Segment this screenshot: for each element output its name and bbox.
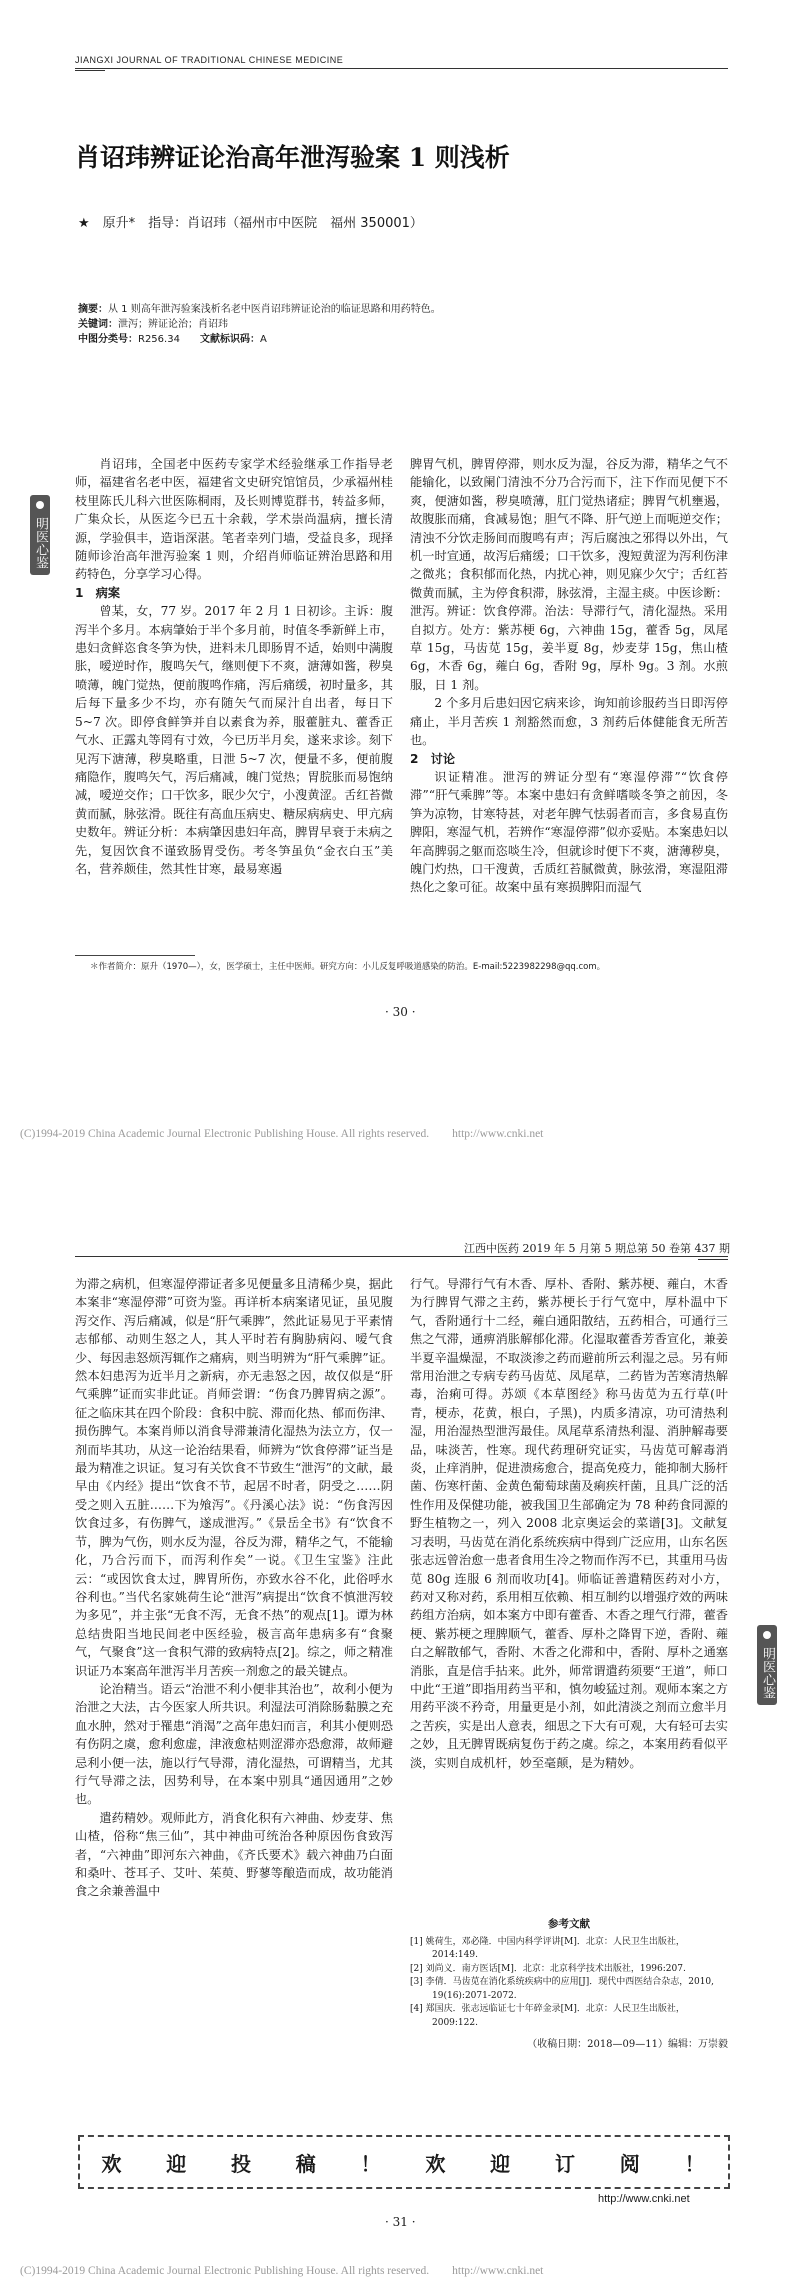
header-rule-accent xyxy=(75,70,105,71)
footnote-rule xyxy=(75,955,195,956)
banner-char: ！ xyxy=(684,2151,707,2176)
clc-label: 中图分类号： xyxy=(78,334,138,345)
treatment-paragraph: 论治精当。语云“治泄不利小便非其治也”，故利小便为治泄之大法，古今医家人所共识。利湿法可消除肠黏膜之充血水肿，然对于罹患“消渴”之高年患妇而言，利其小便则恐有伤阴之虞，愈利愈虚，津液愈枯则涩滞亦恐愈滞，故师避忌利小便一法，施以行气导滞，清化湿热，可谓精当，尤其行气导滞之法，因势利导，在本案中别具“通因通用”之妙也。 xyxy=(75,1681,393,1807)
journal-header-en: JIANGXI JOURNAL OF TRADITIONAL CHINESE MEDICINE xyxy=(75,55,344,65)
clc-value: R256.34 xyxy=(138,334,180,345)
reference-item: [1] 姚荷生，邓必隆．中国内科学评讲[M]．北京：人民卫生出版社，2014:149. xyxy=(410,1936,685,1960)
reference-item: [4] 郑国庆．张志远临证七十年碎金录[M]．北京：人民卫生出版社，2009:122. xyxy=(410,2004,685,2028)
intro-paragraph: 肖诏玮，全国老中医药专家学术经验继承工作指导老师，福建省名老中医，福建省文史研究馆馆员，少承福州桂枝里陈氏儿科六世医陈桐雨，及长则博览群书，转益多师，广集众长，从医迄今已五十余载，学术崇尚温病，擅长清源，学验俱丰，造诣深湛。笔者幸列门墙，受益良多，现择随师诊治高年泄泻验案 1 则，介绍肖师临证辨治思路和用药特色，分享学习心得。 xyxy=(75,457,393,582)
side-tab-label: 明医心鉴 xyxy=(760,1647,775,1700)
bullet-icon xyxy=(763,1631,771,1639)
section-heading-case: 1 病案 xyxy=(75,585,121,600)
journal-header-cn: 江西中医药 2019 年 5 月第 5 期总第 50 卷第 437 期 xyxy=(464,1242,730,1255)
references-title: 参考文献 xyxy=(548,1918,590,1930)
keywords-label: 关键词： xyxy=(78,319,118,330)
author-line: ★ 原升* 指导：肖诏玮（福州市中医院 福州 350001） xyxy=(78,216,423,231)
side-tab-p2 xyxy=(757,1625,777,1705)
page-number: · 31 · xyxy=(385,2215,416,2229)
article-title: 肖诏玮辨证论治高年泄泻验案 1 则浅析 xyxy=(75,143,510,172)
banner-char: 稿 xyxy=(295,2151,318,2176)
case-paragraph: 曾某，女，77 岁。2017 年 2 月 1 日初诊。主诉：腹泻半个多月。本病肇始于半个多月前，时值冬季新鲜上市，患妇贪鲜恣食冬笋为快，进料未几即肠胃不适，始则中满腹胀，嗳逆时作，腹鸣矢气，继则便下不爽，溏薄如酱，秽臭喷薄，魄门觉热，便前腹鸣作痛，泻后痛缓，初时量多，其后每下量多少不均，亦有随矢气而屎汁自出者，每日下 5~7 次。即停食鲜笋并自以素食为养，服藿脏丸、藿香正气水、正露丸等罔有寸效，今已历半月矣，遂来求诊。刻下见泻下溏薄，秽臭略重，日泄 5~7 次，便量不多，便前腹痛隐作，腹鸣矢气，泻后痛减，魄门觉热；胃脘胀而易饱纳减，嗳逆交作；口干饮多，眠少欠宁，小溲黄涩。舌红苔微黄而腻，脉弦滑。既往有高血压病史、糖尿病病史、甲亢病史数年。辨证分析：本病肇因患妇年高，脾胃早衰于未病之先，复因饮食不谨致肠胃受伤。考冬笋虽负“金衣白玉”美名，营养颇佳，然其性甘寒，最易寒遏 xyxy=(75,604,393,876)
doc-code-value: A xyxy=(259,334,267,345)
header-rule-accent xyxy=(698,1259,728,1260)
bullet-icon xyxy=(36,501,44,509)
header-rule xyxy=(75,68,728,69)
cnki-url: http://www.cnki.net xyxy=(598,2193,690,2205)
banner-char: 欢 xyxy=(425,2151,448,2176)
doc-code-label: 文献标识码： xyxy=(199,334,260,345)
banner-char: 阅 xyxy=(619,2151,642,2176)
banner-char: 订 xyxy=(554,2151,577,2176)
discussion-paragraph: 识证精准。泄泻的辨证分型有“寒湿停滞”“饮食停滞”“肝气乘脾”等。本案中患妇有贪鲜嗜啖冬笋之前因，冬笋为凉物，甘寒特甚，对老年脾气怯弱者而言，多食易直伤脾阳，寒湿气机，若辨作“寒湿停滞”似亦妥贴。本案患妇以年高脾弱之躯而恣啖生冷，但就诊时便下不爽，溏薄秽臭，魄门灼热，口干溲黄，舌质红苔腻微黄，脉弦滑，寒湿阻滞热化之象可征。故案中虽有寒损脾阳而湿气 xyxy=(410,769,728,895)
prescription-continued-paragraph: 行气。导滞行气有木香、厚朴、香附、紫苏梗、蕹白，木香为行脾胃气滞之主药，紫苏梗长于行气宽中，厚朴温中下气，香附通行十二经，蕹白通阳散结，五药相合，可通行三焦之气滞，通痹消胀解郁化滞。化湿取藿香芳香宣化，兼姜半夏辛温燥湿，不取淡渗之药而避前所云利湿之忌。另有师常用治泄之专病专药马齿苋、凤尾草，二药皆为苦寒清热解毒，治痢可得。苏颂《本草图经》称马齿苋为五行草(叶青，梗赤，花黄，根白，子黑)，内质多清凉，功可清热利湿，用治湿热型泄泻最佳。凤尾草系清热利湿、消肿解毒要品，味淡苦，性寒。现代药理研究证实，马齿苋可解毒消炎，止痒消肿，促进溃疡愈合，提高免疫力，能抑制大肠杆菌、伤寒杆菌、金黄色葡萄球菌及痢疾杆菌，且具广泛的活性作用及保健功能，被我国卫生部确定为 78 种药食同源的野生植物之一，列入 2008 北京奥运会的菜谱[3]。文献复习表明，马齿苋在消化系统疾病中得到广泛应用，山东名医张志远曾治愈一患者食用生冷之物而作泻不已，其重用马齿苋 80g 连服 6 剂而收功[4]。师临证善遣精医药对小方，药对又称对药，系用相互依赖、相互制约以增强疗效的两味药组方治病，如本案方中即有藿香、木香之理气行滞，藿香梗、紫苏梗之理脾顺气，藿香、厚朴之降胃下逆，香附、蕹白之解散郁气，香附、木香之化滞和中，香附、厚朴之通塞消胀，直是信手拈来。此外，师常谓遣药须要“王道”，师口中此“王道”即指用药当平和，慎勿峻猛过剂。观师本案之方用药平淡不矜奇，用量更是小剂，如此清淡之剂而立愈半月之苦疾，实是出人意表，细思之下大有可观，大有轻可去实之妙，且无脾胃既病复伤于药之虞。综之，本案用药看似平淡，实则自成机杆，妙至毫颠，是为精妙。 xyxy=(410,1277,728,1770)
abstract-label: 摘要： xyxy=(78,304,108,315)
prescription-paragraph: 遣药精妙。观师此方，消食化积有六神曲、炒麦芽、焦山楂，俗称“焦三仙”，其中神曲可统治各种原因伤食致泻者，“六神曲”即河东六神曲，《齐氏要术》载六神曲乃白面和桑叶、苍耳子、艾叶、茱萸、野蓼等酿造而成，故功能消食之余兼善温中 xyxy=(75,1810,393,1899)
subscription-banner xyxy=(78,2135,730,2189)
side-tab-label: 明医心鉴 xyxy=(33,517,48,570)
abstract-text: 从 1 则高年泄泻验案浅析名老中医肖诏玮辨证论治的临证思路和用药特色。 xyxy=(108,304,441,315)
followup-paragraph: 2 个多月后患妇因它病来诊，询知前诊服药当日即泻停痛止，半月苦疾 1 剂豁然而愈，3 剂药后体健能食无所苦也。 xyxy=(410,696,728,748)
abstract-block xyxy=(78,302,718,347)
discussion-continued-paragraph: 为滞之病机，但寒湿停滞证者多见便量多且清稀少臭，据此本案非“寒湿停滞”可资为鉴。再详析本病案诸见证，虽见腹泻交作、泻后痛减，似是“肝气乘脾”，然此证易见于平素情志郁郁、动则生怒之人，其人平时若有胸胁病闷、嗳气食少、每因恚怒烦泻辄作之痛病，则当明辨为“肝气乘脾”证。然本妇患泻为近半月之新病，亦无恚怒之因，故仅似是“肝气乘脾”证而实非此证。肖师尝谓：“伤食乃脾胃病之源”。征之临床其在四个阶段：食积中脘、滞而化热、郁而伤津、损伤脾气。本案肖师以消食导滞兼清化湿热为法立方，仅一剂而毕其功，从这一论治结果看，师辨为“饮食停滞”证当是最为精准之识证。复习有关饮食不节致生“泄泻”的文献，最早由《内经》提出“饮食不节，起居不时者，阴受之……阴受之则入五脏……下为飧泻”。《丹溪心法》说：“伤食泻因饮食过多，有伤脾气，遂成泄泻。”《景岳全书》有“饮食不节，脾为气伤，则水反为湿，谷反为滞，精华之气，不能输化，乃合污而下，而泻利作矣”一说。《卫生宝鉴》注此云：“或因饮食太过，脾胃所伤，亦致水谷不化，此俗呼水谷利也。”当代名家姚荷生论“泄泻”病提出“饮食不慎泄泻较为多见”，并主张“无食不泻，无食不热”的观点[1]。谭为林总结贵阳当地民间老中医经验，极言高年患病多有“食聚气，气聚食”这一食积气滞的致病特点[2]。综之，师之精准识证乃本案高年泄泻半月苦疾一剂愈之的最关键点。 xyxy=(75,1277,393,1678)
banner-char: 欢 xyxy=(101,2151,124,2176)
keywords-text: 泄泻；辨证论治；肖诏玮 xyxy=(118,319,228,330)
body-column-left-p2 xyxy=(75,1275,393,1901)
header-rule xyxy=(75,1256,728,1257)
body-column-left xyxy=(75,455,393,878)
received-date: （收稿日期：2018—09—11）编辑：万崇毅 xyxy=(527,2039,728,2050)
section-heading-discussion: 2 讨论 xyxy=(410,751,456,766)
author-footnote: ＊作者简介：原升（1970—），女，医学硕士，主任中医师。研究方向：小儿反复呼吸道感染的防治。E-mail:5223982298@qq.com。 xyxy=(90,962,606,972)
body-column-right-p2 xyxy=(410,1275,728,1772)
banner-char: 迎 xyxy=(490,2151,513,2176)
copyright-line: (C)1994-2019 China Academic Journal Electronic Publishing House. All rights reserved. http://www.cnki.net xyxy=(20,1128,544,1140)
body-column-right xyxy=(410,455,728,897)
side-tab-p1 xyxy=(30,495,50,575)
copyright-line: (C)1994-2019 China Academic Journal Electronic Publishing House. All rights reserved. http://www.cnki.net xyxy=(20,2265,544,2277)
banner-char: 迎 xyxy=(166,2151,189,2176)
banner-char: ！ xyxy=(360,2151,383,2176)
reference-item: [2] 刘尚义．南方医话[M]．北京：北京科学技术出版社，1996:207. xyxy=(410,1963,686,1974)
banner-char: 投 xyxy=(230,2151,253,2176)
references xyxy=(410,1918,728,2052)
reference-item: [3] 李倩．马齿苋在消化系统疾病中的应用[J]．现代中西医结合杂志，2010, 19(16):2071-2072. xyxy=(410,1977,715,2001)
case-continued-paragraph: 脾胃气机，脾胃停滞，则水反为湿，谷反为滞，精华之气不能输化，以致阑门清浊不分乃合污而下，注下作而见便下不爽，便溏如酱，秽臭喷薄，肛门觉热诸症；脾胃气机壅遏，故腹胀而痛，食减易饱；胆气不降、肝气逆上而呃逆交作；清浊不分饮走肠间而腹鸣有声；泻后腐浊之邪得以外出，气机一时宣通，故泻后痛缓；口干饮多，溲短黄涩为泻利伤津之微兆；食积郁而化热，内扰心神，则见寐少欠宁；舌红苔微黄而腻，主为停食积滞，脉弦滑，主湿主痰。中医诊断：泄泻。辨证：饮食停滞。治法：导滞行气，清化湿热。采用自拟方。处方：紫苏梗 6g，六神曲 15g，藿香 5g，凤尾草 15g，马齿苋 15g，姜半夏 8g，炒麦芽 15g，焦山楂 6g，木香 6g，蕹白 6g，香附 9g，厚朴 9g。3 剂。水煎服，日 1 剂。 xyxy=(410,457,728,692)
page-number: · 30 · xyxy=(385,1005,416,1019)
